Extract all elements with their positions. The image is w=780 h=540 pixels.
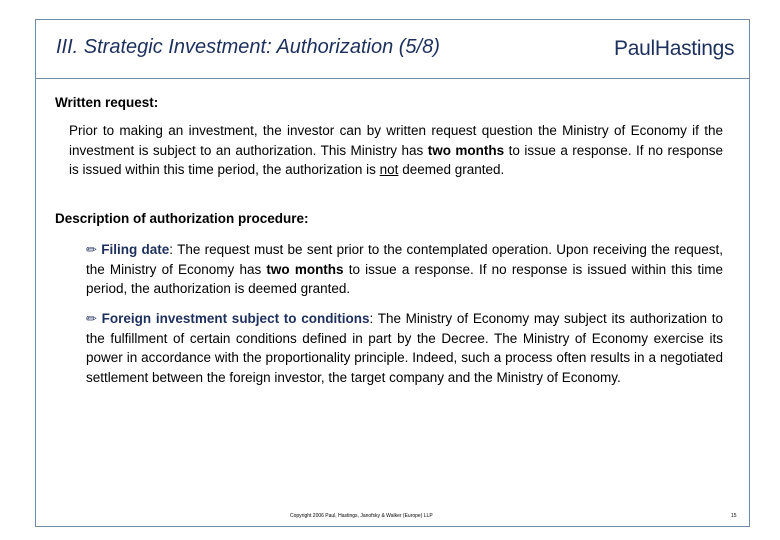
footer-page-number: 15 [731, 513, 737, 519]
logo-word-paul: Paul [614, 37, 655, 60]
written-request-text-b: to issue a response. If no response is issued within this time period, the authorization is [69, 142, 723, 177]
procedure-item-conditions [86, 309, 723, 387]
conditions-text-a: : The Ministry of Economy may subject its authorization to the fulfillment of certain conditions defined in part by the Decree. The Ministry of Economy exercise its power in accordance with the proportionality principle. Indeed, such a process often results in a negotiated settlement between the foreign investor, the target company and the Ministry of Economy. [86, 311, 723, 385]
procedure-heading: Description of authorization procedure: [55, 211, 309, 226]
pencil-icon: ✏ [86, 311, 97, 326]
conditions-lead: Foreign investment subject to conditions [101, 311, 370, 326]
written-request-bold: two months [427, 142, 505, 158]
footer-copyright: Copyright 2006 Paul, Hastings, Janofsky & Walker (Europe) LLP [290, 513, 433, 519]
written-request-heading: Written request: [55, 95, 159, 110]
written-request-underlined: not [379, 162, 399, 177]
paul-hastings-logo [614, 37, 734, 61]
logo-word-hastings: Hastings [654, 37, 735, 60]
procedure-item-filing-date [86, 240, 723, 299]
filing-date-lead: Filing date [101, 242, 170, 257]
slide-title: III. Strategic Investment: Authorization (5/8) [56, 36, 440, 58]
filing-date-text-a: : The request must be sent prior to the contemplated operation. Upon receiving the request, the Ministry of Economy has [86, 242, 723, 277]
pencil-icon: ✏ [86, 242, 97, 257]
header-divider [35, 78, 750, 79]
written-request-text-a: Prior to making an investment, the investor can by written request question the Ministry of Economy if the investment is subject to an authorization. This Ministry has [69, 123, 723, 158]
written-request-paragraph [69, 121, 723, 180]
filing-date-bold: two months [266, 261, 344, 277]
written-request-text-c: deemed granted. [398, 162, 505, 177]
filing-date-text-b: to issue a response. If no response is issued within this time period, the authorization is deemed granted. [86, 261, 723, 296]
